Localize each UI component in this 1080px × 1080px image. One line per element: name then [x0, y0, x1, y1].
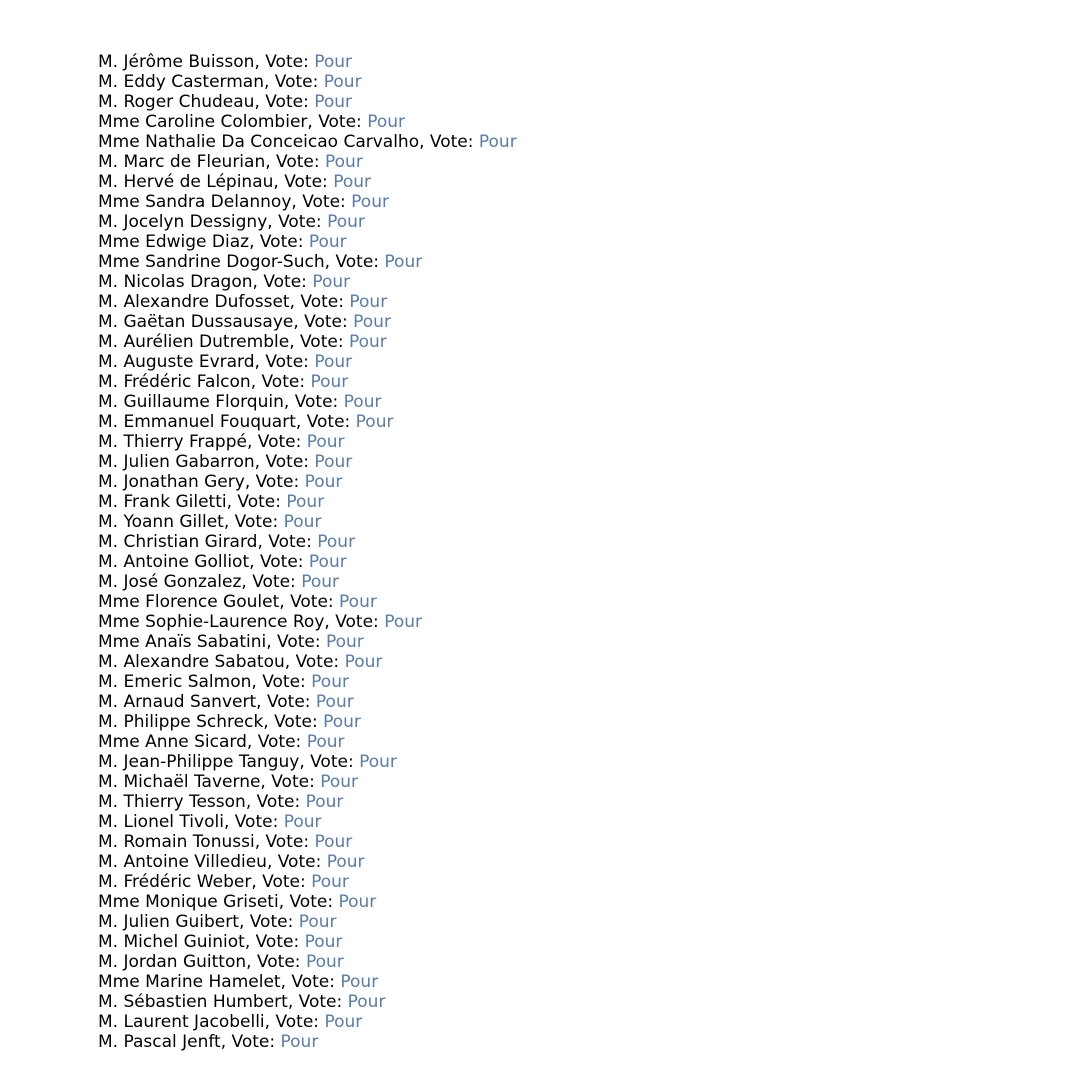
vote-row: M. Nicolas Dragon, Vote: Pour	[98, 272, 351, 292]
deputy-name: Mme Sophie-Laurence Roy	[98, 612, 325, 632]
deputy-name: Mme Nathalie Da Conceicao Carvalho	[98, 132, 420, 152]
deputy-name: M. Thierry Tesson	[98, 792, 246, 812]
vote-label: Vote:	[276, 152, 320, 172]
vote-value-link[interactable]: Pour	[314, 832, 353, 852]
deputy-name: M. Emeric Salmon	[98, 672, 252, 692]
deputy-name: M. Julien Guibert	[98, 912, 239, 932]
deputy-name: M. Pascal Jenft	[98, 1032, 221, 1052]
deputy-name: M. Marc de Fleurian	[98, 152, 266, 172]
deputy-name: M. Michaël Taverne	[98, 772, 261, 792]
vote-value-link[interactable]: Pour	[340, 972, 379, 992]
vote-value-link[interactable]: Pour	[355, 412, 394, 432]
deputy-name: M. Christian Girard	[98, 532, 258, 552]
deputy-name: M. Antoine Golliot	[98, 552, 250, 572]
vote-label: Vote:	[255, 932, 300, 952]
vote-label: Vote:	[300, 332, 344, 352]
vote-row: M. José Gonzalez, Vote: Pour	[98, 572, 339, 592]
vote-label: Vote:	[259, 232, 304, 252]
deputy-name: M. Julien Gabarron	[98, 452, 255, 472]
vote-label: Vote:	[271, 772, 315, 792]
vote-row: M. Lionel Tivoli, Vote: Pour	[98, 812, 322, 832]
deputy-name: M. Frédéric Weber	[98, 872, 252, 892]
deputy-name: M. Arnaud Sanvert	[98, 692, 257, 712]
deputy-name: Mme Caroline Colombier	[98, 112, 308, 132]
vote-row: M. Alexandre Dufosset, Vote: Pour	[98, 292, 388, 312]
vote-row: M. Frank Giletti, Vote: Pour	[98, 492, 325, 512]
vote-label: Vote:	[231, 1032, 276, 1052]
deputy-name: Mme Sandrine Dogor-Such	[98, 252, 325, 272]
deputy-name: M. Hervé de Lépinau	[98, 172, 274, 192]
deputy-name: M. Alexandre Sabatou	[98, 652, 285, 672]
vote-label: Vote:	[262, 672, 306, 692]
deputy-name: M. Antoine Villedieu	[98, 852, 267, 872]
vote-label: Vote:	[300, 292, 344, 312]
vote-label: Vote:	[261, 372, 306, 392]
vote-label: Vote:	[290, 592, 334, 612]
vote-label: Vote:	[289, 892, 334, 912]
vote-row: Mme Sandrine Dogor-Such, Vote: Pour	[98, 252, 423, 272]
vote-value-link[interactable]: Pour	[324, 1012, 363, 1032]
vote-label: Vote:	[275, 1012, 320, 1032]
vote-label: Vote:	[284, 172, 328, 192]
vote-value-link[interactable]: Pour	[327, 212, 365, 232]
vote-label: Vote:	[265, 92, 309, 112]
vote-value-link[interactable]: Pour	[367, 112, 405, 132]
vote-label: Vote:	[262, 872, 306, 892]
vote-value-link[interactable]: Pour	[312, 272, 351, 292]
vote-label: Vote:	[259, 552, 304, 572]
deputy-name: M. Yoann Gillet	[98, 512, 224, 532]
deputy-name: M. Thierry Frappé	[98, 432, 247, 452]
vote-row: M. Philippe Schreck, Vote: Pour	[98, 712, 361, 732]
vote-label: Vote:	[256, 792, 301, 812]
vote-value-link[interactable]: Pour	[305, 952, 344, 972]
vote-row: Mme Anne Sicard, Vote: Pour	[98, 732, 345, 752]
vote-label: Vote:	[249, 912, 294, 932]
vote-row: M. Frédéric Falcon, Vote: Pour	[98, 372, 349, 392]
vote-row: Mme Sandra Delannoy, Vote: Pour	[98, 192, 389, 212]
deputy-name: Mme Sandra Delannoy	[98, 192, 292, 212]
vote-row: M. Auguste Evrard, Vote: Pour	[98, 352, 353, 372]
vote-value-link[interactable]: Pour	[301, 572, 339, 592]
deputy-name: M. Emmanuel Fouquart	[98, 412, 296, 432]
vote-label: Vote:	[237, 492, 281, 512]
vote-row: M. Eddy Casterman, Vote: Pour	[98, 72, 362, 92]
deputy-name: Mme Monique Griseti	[98, 892, 279, 912]
vote-row: M. Aurélien Dutremble, Vote: Pour	[98, 332, 387, 352]
deputy-name: Mme Florence Goulet	[98, 592, 280, 612]
vote-label: Vote:	[265, 352, 309, 372]
vote-row: M. Antoine Villedieu, Vote: Pour	[98, 852, 365, 872]
vote-value-link[interactable]: Pour	[311, 672, 349, 692]
vote-value-link[interactable]: Pour	[333, 172, 371, 192]
vote-value-link[interactable]: Pour	[325, 632, 364, 652]
vote-label: Vote:	[266, 692, 311, 712]
vote-value-link[interactable]: Pour	[286, 492, 325, 512]
deputy-name: Mme Edwige Diaz	[98, 232, 250, 252]
vote-label: Vote:	[265, 52, 309, 72]
vote-value-link[interactable]: Pour	[304, 472, 343, 492]
deputy-name: M. Laurent Jacobelli	[98, 1012, 265, 1032]
deputy-name: M. Nicolas Dragon	[98, 272, 253, 292]
vote-value-link[interactable]: Pour	[348, 332, 387, 352]
vote-row: Mme Marine Hamelet, Vote: Pour	[98, 972, 379, 992]
vote-row: M. Roger Chudeau, Vote: Pour	[98, 92, 353, 112]
vote-row: M. Julien Guibert, Vote: Pour	[98, 912, 337, 932]
vote-row: M. Frédéric Weber, Vote: Pour	[98, 872, 349, 892]
vote-value-link[interactable]: Pour	[359, 752, 397, 772]
vote-value-link[interactable]: Pour	[384, 252, 423, 272]
deputy-name: M. Gaëtan Dussausaye	[98, 312, 294, 332]
vote-label: Vote:	[302, 192, 346, 212]
vote-label: Vote:	[252, 572, 296, 592]
vote-value-link[interactable]: Pour	[325, 152, 363, 172]
deputy-name: Mme Anne Sicard	[98, 732, 247, 752]
vote-row: M. Laurent Jacobelli, Vote: Pour	[98, 1012, 363, 1032]
vote-label: Vote:	[298, 992, 343, 1012]
deputy-name: M. Romain Tonussi	[98, 832, 255, 852]
vote-label: Vote:	[278, 212, 322, 232]
vote-label: Vote:	[257, 432, 302, 452]
vote-row: Mme Monique Griseti, Vote: Pour	[98, 892, 377, 912]
vote-row: M. Julien Gabarron, Vote: Pour	[98, 452, 353, 472]
deputy-name: Mme Anaïs Sabatini	[98, 632, 267, 652]
vote-value-link[interactable]: Pour	[306, 732, 345, 752]
deputy-name: M. Alexandre Dufosset	[98, 292, 290, 312]
vote-row: M. Guillaume Florquin, Vote: Pour	[98, 392, 382, 412]
vote-label: Vote:	[263, 272, 307, 292]
vote-value-link[interactable]: Pour	[344, 652, 383, 672]
vote-row: M. Christian Girard, Vote: Pour	[98, 532, 356, 552]
vote-row: M. Arnaud Sanvert, Vote: Pour	[98, 692, 354, 712]
vote-row: Mme Caroline Colombier, Vote: Pour	[98, 112, 405, 132]
deputy-name: M. Aurélien Dutremble	[98, 332, 290, 352]
vote-value-link[interactable]: Pour	[317, 532, 356, 552]
vote-value-link[interactable]: Pour	[311, 872, 349, 892]
vote-value-link[interactable]: Pour	[304, 932, 343, 952]
vote-row: M. Jean-Philippe Tanguy, Vote: Pour	[98, 752, 397, 772]
deputy-name: M. Frank Giletti	[98, 492, 227, 512]
vote-value-link[interactable]: Pour	[283, 812, 322, 832]
deputy-name: M. Michel Guiniot	[98, 932, 245, 952]
vote-label: Vote:	[291, 972, 335, 992]
vote-row: M. Jérôme Buisson, Vote: Pour	[98, 52, 353, 72]
vote-label: Vote:	[257, 732, 302, 752]
vote-row: M. Emmanuel Fouquart, Vote: Pour	[98, 412, 394, 432]
deputy-name: M. Jordan Guitton	[98, 952, 247, 972]
deputy-name: M. Auguste Evrard	[98, 352, 255, 372]
vote-row: Mme Anaïs Sabatini, Vote: Pour	[98, 632, 364, 652]
vote-row: M. Thierry Tesson, Vote: Pour	[98, 792, 344, 812]
vote-row: M. Jordan Guitton, Vote: Pour	[98, 952, 344, 972]
vote-label: Vote:	[294, 392, 339, 412]
vote-label: Vote:	[304, 312, 348, 332]
deputy-name: M. Eddy Casterman	[98, 72, 264, 92]
vote-row: Mme Nathalie Da Conceicao Carvalho, Vote: Pour	[98, 132, 517, 152]
vote-list	[98, 52, 517, 1052]
deputy-name: Mme Marine Hamelet	[98, 972, 281, 992]
vote-value-link[interactable]: Pour	[323, 712, 361, 732]
vote-row: Mme Sophie-Laurence Roy, Vote: Pour	[98, 612, 422, 632]
vote-row: M. Alexandre Sabatou, Vote: Pour	[98, 652, 383, 672]
deputy-name: M. Jean-Philippe Tanguy	[98, 752, 300, 772]
vote-label: Vote:	[265, 832, 310, 852]
vote-row: M. Hervé de Lépinau, Vote: Pour	[98, 172, 371, 192]
vote-value-link[interactable]: Pour	[351, 192, 389, 212]
vote-label: Vote:	[277, 852, 322, 872]
vote-value-link[interactable]: Pour	[353, 312, 391, 332]
vote-value-link[interactable]: Pour	[343, 392, 382, 412]
vote-value-link[interactable]: Pour	[478, 132, 517, 152]
vote-row: M. Michaël Taverne, Vote: Pour	[98, 772, 359, 792]
vote-value-link[interactable]: Pour	[339, 592, 377, 612]
deputy-name: M. Guillaume Florquin	[98, 392, 284, 412]
vote-row: M. Antoine Golliot, Vote: Pour	[98, 552, 347, 572]
vote-value-link[interactable]: Pour	[347, 992, 386, 1012]
vote-value-link[interactable]: Pour	[314, 452, 353, 472]
vote-value-link[interactable]: Pour	[298, 912, 337, 932]
vote-value-link[interactable]: Pour	[384, 612, 422, 632]
deputy-name: M. Roger Chudeau	[98, 92, 255, 112]
deputy-name: M. Jonathan Gery	[98, 472, 245, 492]
vote-label: Vote:	[310, 752, 354, 772]
vote-label: Vote:	[268, 532, 312, 552]
vote-row: M. Thierry Frappé, Vote: Pour	[98, 432, 345, 452]
deputy-name: M. José Gonzalez	[98, 572, 242, 592]
vote-row: M. Pascal Jenft, Vote: Pour	[98, 1032, 319, 1052]
vote-value-link[interactable]: Pour	[308, 232, 347, 252]
vote-label: Vote:	[429, 132, 474, 152]
vote-value-link[interactable]: Pour	[326, 852, 365, 872]
vote-label: Vote:	[234, 512, 279, 532]
deputy-name: M. Jérôme Buisson	[98, 52, 255, 72]
vote-label: Vote:	[265, 452, 310, 472]
vote-row: M. Marc de Fleurian, Vote: Pour	[98, 152, 363, 172]
vote-label: Vote:	[256, 952, 301, 972]
vote-label: Vote:	[335, 612, 379, 632]
vote-value-link[interactable]: Pour	[283, 512, 322, 532]
vote-row: M. Jonathan Gery, Vote: Pour	[98, 472, 343, 492]
vote-row: M. Emeric Salmon, Vote: Pour	[98, 672, 349, 692]
vote-label: Vote:	[255, 472, 300, 492]
vote-value-link[interactable]: Pour	[314, 352, 353, 372]
vote-value-link[interactable]: Pour	[349, 292, 388, 312]
vote-value-link[interactable]: Pour	[280, 1032, 319, 1052]
deputy-name: M. Frédéric Falcon	[98, 372, 251, 392]
vote-value-link[interactable]: Pour	[320, 772, 359, 792]
deputy-name: M. Philippe Schreck	[98, 712, 264, 732]
vote-label: Vote:	[318, 112, 362, 132]
vote-value-link[interactable]: Pour	[338, 892, 377, 912]
vote-value-link[interactable]: Pour	[314, 52, 353, 72]
deputy-name: M. Sébastien Humbert	[98, 992, 288, 1012]
vote-row: M. Jocelyn Dessigny, Vote: Pour	[98, 212, 365, 232]
vote-value-link[interactable]: Pour	[308, 552, 347, 572]
vote-label: Vote:	[274, 72, 319, 92]
vote-label: Vote:	[277, 632, 321, 652]
vote-row: Mme Edwige Diaz, Vote: Pour	[98, 232, 347, 252]
deputy-name: M. Lionel Tivoli	[98, 812, 224, 832]
vote-row: M. Gaëtan Dussausaye, Vote: Pour	[98, 312, 391, 332]
vote-label: Vote:	[274, 712, 318, 732]
vote-value-link[interactable]: Pour	[314, 92, 353, 112]
vote-row: M. Sébastien Humbert, Vote: Pour	[98, 992, 386, 1012]
deputy-name: M. Jocelyn Dessigny	[98, 212, 268, 232]
vote-row: M. Yoann Gillet, Vote: Pour	[98, 512, 322, 532]
vote-label: Vote:	[234, 812, 279, 832]
vote-value-link[interactable]: Pour	[306, 432, 345, 452]
vote-value-link[interactable]: Pour	[323, 72, 362, 92]
vote-row: M. Michel Guiniot, Vote: Pour	[98, 932, 343, 952]
vote-value-link[interactable]: Pour	[305, 792, 344, 812]
vote-value-link[interactable]: Pour	[315, 692, 354, 712]
vote-label: Vote:	[335, 252, 379, 272]
vote-row: Mme Florence Goulet, Vote: Pour	[98, 592, 377, 612]
vote-label: Vote:	[306, 412, 351, 432]
vote-row: M. Romain Tonussi, Vote: Pour	[98, 832, 353, 852]
vote-label: Vote:	[295, 652, 340, 672]
vote-value-link[interactable]: Pour	[310, 372, 349, 392]
